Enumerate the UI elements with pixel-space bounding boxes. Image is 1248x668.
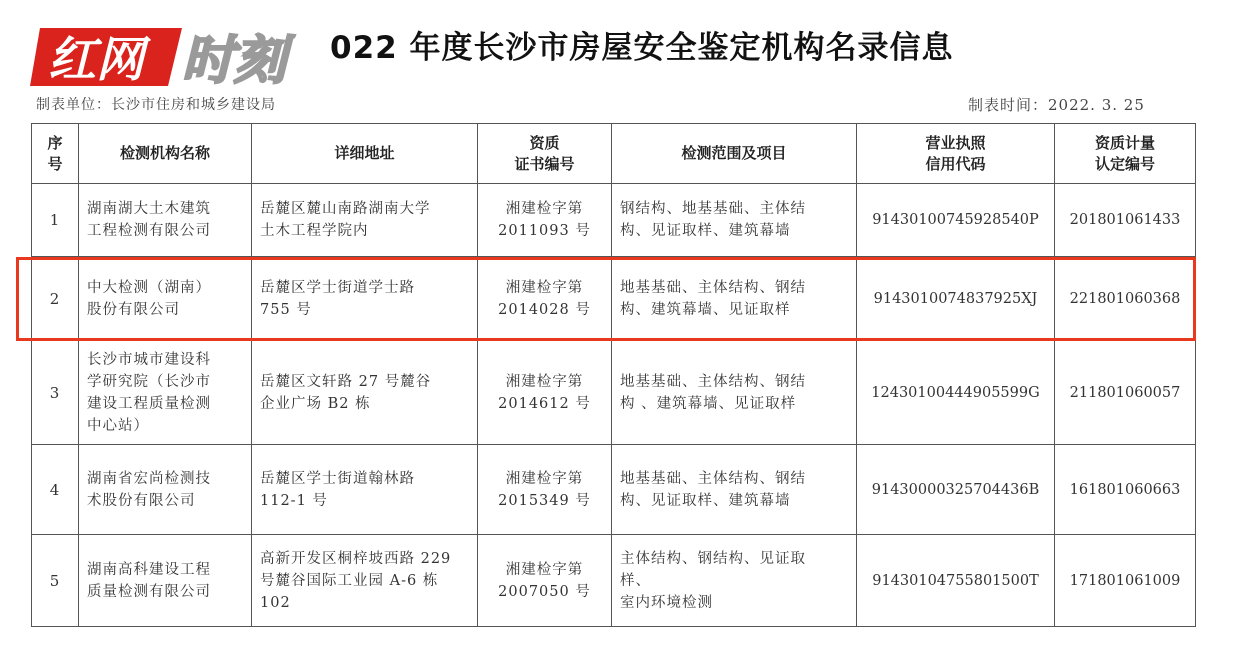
agency-table bbox=[31, 123, 1196, 627]
header-calibration: 资质计量 认定编号 bbox=[1055, 124, 1196, 184]
table-header-row bbox=[32, 124, 1196, 184]
cell-certificate: 湘建检字第 2015349 号 bbox=[478, 445, 612, 535]
header-index: 序 号 bbox=[32, 124, 79, 184]
cell-calibration: 201801061433 bbox=[1055, 184, 1196, 257]
cell-address: 岳麓区学士街道翰林路 112-1 号 bbox=[252, 445, 478, 535]
table-row-highlighted bbox=[32, 257, 1196, 341]
cell-address: 岳麓区学士街道学士路 755 号 bbox=[252, 257, 478, 341]
agency-table-container bbox=[31, 123, 1195, 627]
table-row bbox=[32, 445, 1196, 535]
cell-license: 91430000325704436B bbox=[857, 445, 1055, 535]
header-license: 营业执照 信用代码 bbox=[857, 124, 1055, 184]
table-row bbox=[32, 184, 1196, 257]
cell-calibration: 221801060368 bbox=[1055, 257, 1196, 341]
cell-license: 12430100444905599G bbox=[857, 341, 1055, 445]
cell-address: 岳麓区文轩路 27 号麓谷 企业广场 B2 栋 bbox=[252, 341, 478, 445]
document-title: 022 年度长沙市房屋安全鉴定机构名录信息 bbox=[330, 30, 954, 66]
cell-address: 高新开发区桐梓坡西路 229 号麓谷国际工业园 A-6 栋 102 bbox=[252, 535, 478, 627]
cell-scope: 钢结构、地基基础、主体结 构、见证取样、建筑幕墙 bbox=[612, 184, 857, 257]
cell-scope: 地基基础、主体结构、钢结 构 、建筑幕墙、见证取样 bbox=[612, 341, 857, 445]
cell-certificate: 湘建检字第 2007050 号 bbox=[478, 535, 612, 627]
header-address: 详细地址 bbox=[252, 124, 478, 184]
table-row bbox=[32, 535, 1196, 627]
header-scope: 检测范围及项目 bbox=[612, 124, 857, 184]
cell-calibration: 161801060663 bbox=[1055, 445, 1196, 535]
cell-license: 91430100745928540P bbox=[857, 184, 1055, 257]
cell-certificate: 湘建检字第 2014028 号 bbox=[478, 257, 612, 341]
cell-index: 1 bbox=[32, 184, 79, 257]
cell-scope: 地基基础、主体结构、钢结 构、建筑幕墙、见证取样 bbox=[612, 257, 857, 341]
cell-agency-name: 湖南省宏尚检测技 术股份有限公司 bbox=[79, 445, 252, 535]
cell-license: 91430104755801500T bbox=[857, 535, 1055, 627]
cell-agency-name: 湖南湖大土木建筑 工程检测有限公司 bbox=[79, 184, 252, 257]
cell-agency-name: 中大检测（湖南） 股份有限公司 bbox=[79, 257, 252, 341]
cell-agency-name: 长沙市城市建设科 学研究院（长沙市 建设工程质量检测 中心站） bbox=[79, 341, 252, 445]
svg-text:红网: 红网 bbox=[48, 32, 145, 88]
cell-scope: 主体结构、钢结构、见证取 样、 室内环境检测 bbox=[612, 535, 857, 627]
cell-certificate: 湘建检字第 2014612 号 bbox=[478, 341, 612, 445]
cell-index: 5 bbox=[32, 535, 79, 627]
cell-certificate: 湘建检字第 2011093 号 bbox=[478, 184, 612, 257]
cell-agency-name: 湖南高科建设工程 质量检测有限公司 bbox=[79, 535, 252, 627]
header-agency-name: 检测机构名称 bbox=[79, 124, 252, 184]
logo-graphic bbox=[30, 20, 330, 94]
cell-license: 9143010074837925XJ bbox=[857, 257, 1055, 341]
header-certificate: 资质 证书编号 bbox=[478, 124, 612, 184]
issuer-text: 制表单位：长沙市住房和城乡建设局 bbox=[36, 97, 276, 113]
hongwang-logo bbox=[30, 20, 330, 94]
svg-text:时刻: 时刻 bbox=[182, 31, 287, 91]
cell-index: 3 bbox=[32, 341, 79, 445]
cell-index: 2 bbox=[32, 257, 79, 341]
table-row bbox=[32, 341, 1196, 445]
cell-index: 4 bbox=[32, 445, 79, 535]
cell-calibration: 211801060057 bbox=[1055, 341, 1196, 445]
cell-calibration: 171801061009 bbox=[1055, 535, 1196, 627]
date-text: 制表时间：2022. 3. 25 bbox=[968, 96, 1145, 114]
cell-scope: 地基基础、主体结构、钢结 构、见证取样、建筑幕墙 bbox=[612, 445, 857, 535]
cell-address: 岳麓区麓山南路湖南大学 土木工程学院内 bbox=[252, 184, 478, 257]
